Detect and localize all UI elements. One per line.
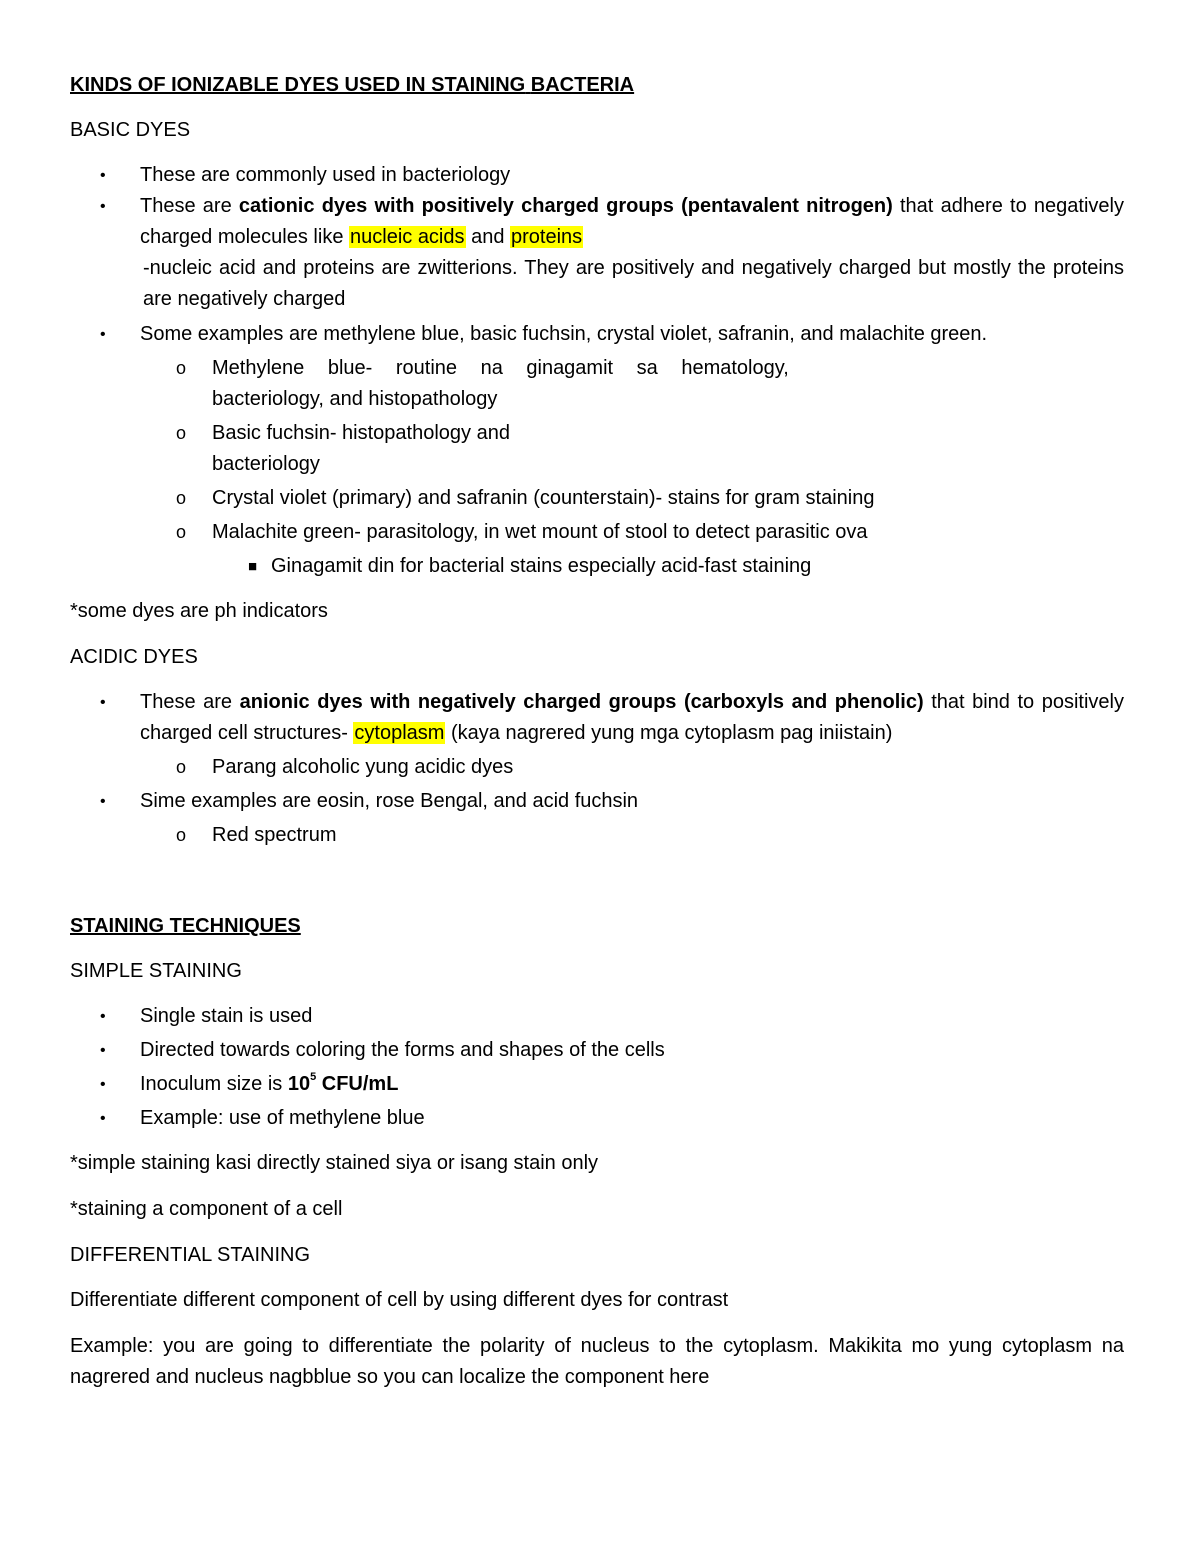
sub-list-item-text: Malachite green- parasitology, in wet mount of stool to detect parasitic ova <box>212 521 868 543</box>
list-item-text: Example: use of methylene blue <box>140 1107 425 1129</box>
document-page <box>70 70 1124 1408</box>
list-item <box>70 1035 1124 1066</box>
bullet-icon: • <box>100 167 106 184</box>
sub-list-item <box>70 820 1124 851</box>
sub-list-item-text: Crystal violet (primary) and safranin (counterstain)- stains for gram staining <box>212 487 875 509</box>
list-item-text: Directed towards coloring the forms and shapes of the cells <box>140 1039 665 1061</box>
circle-bullet-icon: o <box>176 358 187 378</box>
sub-list-item-text: Parang alcoholic yung acidic dyes <box>212 756 514 778</box>
section-title-staining-techniques: STAINING TECHNIQUES <box>70 915 301 937</box>
bold-text: cationic dyes with positively charged groups (pentavalent nitrogen) <box>238 195 893 217</box>
paragraph-example: Example: you are going to differentiate the polarity of nucleus to the cytoplasm. Makikita mo yung cytoplasm na nagrered and nucleus nagbblue so you can localize the component here <box>70 1335 1124 1388</box>
bold-text: anionic dyes with negatively charged groups (carboxyls and phenolic) <box>239 691 924 713</box>
circle-bullet-icon: o <box>176 488 187 508</box>
title-part-a: KINDS OF IONIZABLE DYES USED IN STAINING <box>70 74 526 96</box>
sub-list-item <box>70 517 1124 548</box>
list-item-text: These are commonly used in bacteriology <box>140 164 511 186</box>
heading-simple-staining: SIMPLE STAINING <box>70 960 242 982</box>
square-bullet-icon: ■ <box>248 558 258 575</box>
title-part-b: BACTERIA <box>530 74 635 96</box>
sub-list-item <box>70 483 1124 514</box>
heading-differential-staining: DIFFERENTIAL STAINING <box>70 1244 311 1266</box>
bullet-icon: • <box>100 1008 106 1025</box>
bold-text: CFU/mL <box>316 1073 399 1095</box>
circle-bullet-icon: o <box>176 423 187 443</box>
list-item <box>70 1103 1124 1134</box>
heading-acidic-dyes: ACIDIC DYES <box>70 646 198 668</box>
sub-list-item-text: bacteriology, and histopathology <box>212 388 498 410</box>
bullet-icon: • <box>100 1110 106 1127</box>
highlight-proteins: proteins <box>511 226 583 248</box>
list-item-note: -nucleic acid and proteins are zwitterions. They are positively and negatively charged but mostly the proteins are negatively charged <box>143 257 1124 310</box>
circle-bullet-icon: o <box>176 825 187 845</box>
list-item <box>70 160 1124 191</box>
list-item-text: Some examples are methylene blue, basic fuchsin, crystal violet, safranin, and malachite green. <box>140 323 988 345</box>
highlight-cytoplasm: cytoplasm <box>354 722 445 744</box>
bullet-icon: • <box>100 793 106 810</box>
list-item <box>70 687 1124 749</box>
section-spacer <box>70 865 1124 911</box>
note-ph-indicators: *some dyes are ph indicators <box>70 600 328 622</box>
list-item-text: that adhere to negatively charged molecules like <box>140 195 1124 248</box>
list-item-text: Single stain is used <box>140 1005 313 1027</box>
bullet-icon: • <box>100 1076 106 1093</box>
list-item <box>70 1069 1124 1100</box>
list-item-text: and <box>465 226 510 248</box>
note-simple-staining: *simple staining kasi directly stained siya or isang stain only <box>70 1152 599 1174</box>
sub-list-item <box>70 752 1124 783</box>
note-staining-component: *staining a component of a cell <box>70 1198 343 1220</box>
circle-bullet-icon: o <box>176 757 187 777</box>
circle-bullet-icon: o <box>176 522 187 542</box>
list-item-text: Inoculum size is <box>140 1073 288 1095</box>
list-item-text: These are <box>140 195 239 217</box>
simple-staining-list <box>70 1001 1124 1134</box>
list-item <box>70 191 1124 315</box>
sub-list-item <box>70 353 1124 415</box>
list-item-text: These are <box>140 691 240 713</box>
list-item <box>70 319 1124 350</box>
list-item-text: Sime examples are eosin, rose Bengal, and acid fuchsin <box>140 790 639 812</box>
bold-text: 10 <box>287 1073 311 1095</box>
sub-list-item-text: Methylene blue- routine na ginagamit sa hematology, <box>212 357 789 379</box>
bullet-icon: • <box>100 1042 106 1059</box>
list-item-text: that bind to positively charged cell structures- <box>140 691 1124 744</box>
acidic-dyes-list <box>70 687 1124 851</box>
paragraph-differential: Differentiate different component of cell by using different dyes for contrast <box>70 1289 729 1311</box>
superscript: 5 <box>310 1071 317 1084</box>
bullet-icon: • <box>100 198 106 215</box>
list-item <box>70 786 1124 817</box>
highlight-nucleic-acids: nucleic acids <box>350 226 465 248</box>
bullet-icon: • <box>100 694 106 711</box>
section-title-ionizable-dyes <box>70 70 1124 101</box>
list-item <box>70 1001 1124 1032</box>
sub-sub-list-item-text: Ginagamit din for bacterial stains especially acid-fast staining <box>271 555 812 577</box>
bullet-icon: • <box>100 326 106 343</box>
sub-list-item <box>70 418 1124 480</box>
sub-list-item-text: bacteriology <box>212 453 320 475</box>
list-item-text: (kaya nagrered yung mga cytoplasm pag iniistain) <box>445 722 893 744</box>
sub-list-item-text: Basic fuchsin- histopathology and <box>212 422 510 444</box>
sub-list-item-text: Red spectrum <box>212 824 337 846</box>
sub-sub-list-item <box>70 551 1124 582</box>
basic-dyes-list <box>70 160 1124 582</box>
heading-basic-dyes: BASIC DYES <box>70 119 191 141</box>
